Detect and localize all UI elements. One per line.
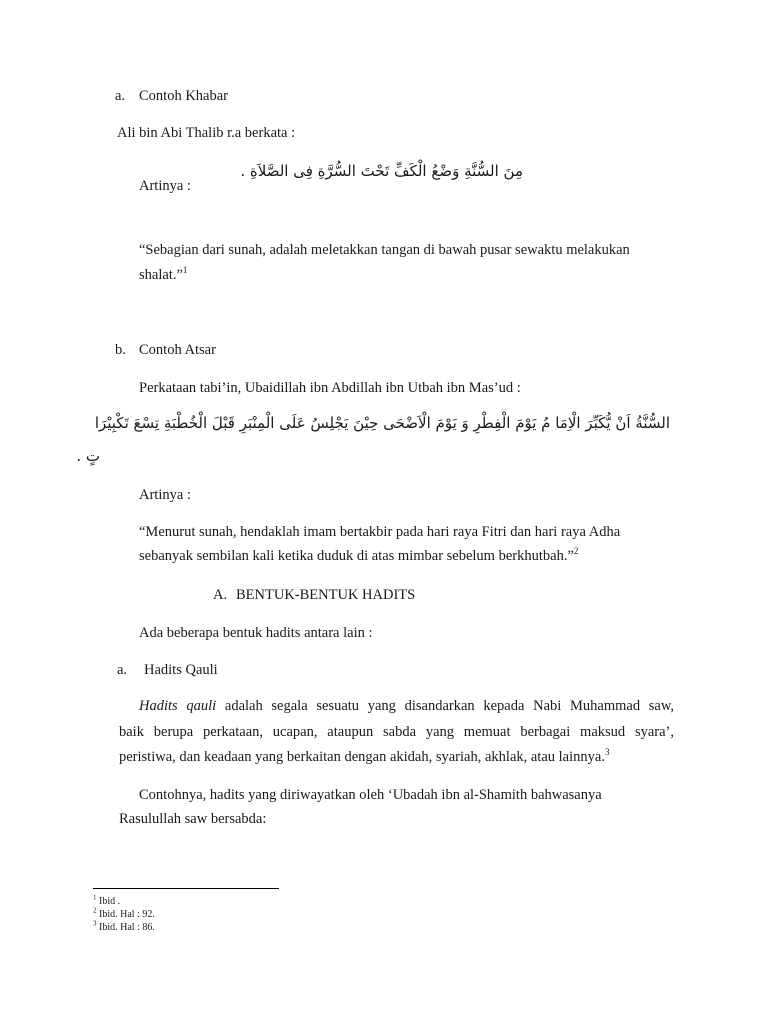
- atsar-translation-line2: sebanyak sembilan kali ketika duduk di atas mimbar sebelum berkhutbah.”$^2$: [139, 546, 579, 564]
- heading-marker-A: A.: [213, 587, 228, 603]
- footnote-ref-3: 3: [604, 747, 610, 758]
- atsar-intro: Perkataan tabi’in, Ubaidillah ibn Abdillah ibn Utbah ibn Mas’ud :: [139, 380, 521, 396]
- khabar-arabic-text: مِنَ السُّنَّةِ وَضْعُ الْكَفِّ تَحْتَ السُّرَّةِ فِى الصَّلاَةِ .: [240, 162, 523, 180]
- footnote-ref-2: 2: [573, 546, 579, 557]
- heading-contoh-atsar: Contoh Atsar: [139, 342, 216, 358]
- footnote-3: $^3$ Ibid. Hal : 86.: [93, 919, 155, 933]
- qauli-term: Hadits qauli: [139, 698, 217, 714]
- bentuk-intro: Ada beberapa bentuk hadits antara lain :: [139, 625, 373, 641]
- qauli-para-line1: Hadits qauli adalah segala sesuatu yang disandarkan kepada Nabi Muhammad saw,: [139, 698, 675, 714]
- footnote-1: $^1$ Ibid .: [93, 893, 121, 907]
- list-marker-qauli: a.: [117, 662, 128, 678]
- footnote-2: $^2$ Ibid. Hal : 92.: [93, 906, 155, 920]
- khabar-artinya-label: Artinya :: [139, 178, 191, 194]
- atsar-arabic-line1: السُّنَّةُ اَنْ يُّكَبِّرَ الْاِمَا مُ يَوْمَ الْفِطْرِ وَ يَوْمَ الْاَضْحَى حِيْنَ يَجْلِسُ عَلَى الْمِنْبَرِ قَبْلَ الْخُطْبَةِ تِسْعَ تَكْبِيْرَا: [94, 414, 670, 432]
- heading-contoh-khabar: Contoh Khabar: [139, 88, 228, 104]
- atsar-arabic-line2: تٍ .: [76, 447, 100, 465]
- atsar-translation-line1: “Menurut sunah, hendaklah imam bertakbir pada hari raya Fitri dan hari raya Adha: [139, 524, 621, 540]
- qauli-example-line2: Rasulullah saw bersabda:: [119, 811, 267, 827]
- footnote-divider: [93, 888, 279, 889]
- khabar-translation-line2: shalat.”$^1$: [139, 265, 188, 283]
- atsar-artinya-label: Artinya :: [139, 487, 191, 503]
- list-marker-a: a.: [115, 88, 126, 104]
- khabar-intro: Ali bin Abi Thalib r.a berkata :: [117, 125, 296, 141]
- qauli-para-line2: baik berupa perkataan, ucapan, ataupun sabda yang memuat berbagai maksud syara’,: [119, 724, 674, 740]
- khabar-translation-line1: “Sebagian dari sunah, adalah meletakkan tangan di bawah pusar sewaktu melakukan: [139, 242, 630, 258]
- list-marker-b: b.: [115, 342, 126, 358]
- footnote-ref-1: 1: [182, 265, 188, 276]
- qauli-example-line1: Contohnya, hadits yang diriwayatkan oleh ‘Ubadah ibn al-Shamith bahwasanya: [139, 787, 602, 803]
- heading-hadits-qauli: Hadits Qauli: [144, 662, 218, 678]
- heading-bentuk-hadits: BENTUK-BENTUK HADITS: [236, 587, 416, 603]
- qauli-para-line3: peristiwa, dan keadaan yang berkaitan dengan akidah, syariah, akhlak, atau lainnya.$^3$: [119, 747, 610, 765]
